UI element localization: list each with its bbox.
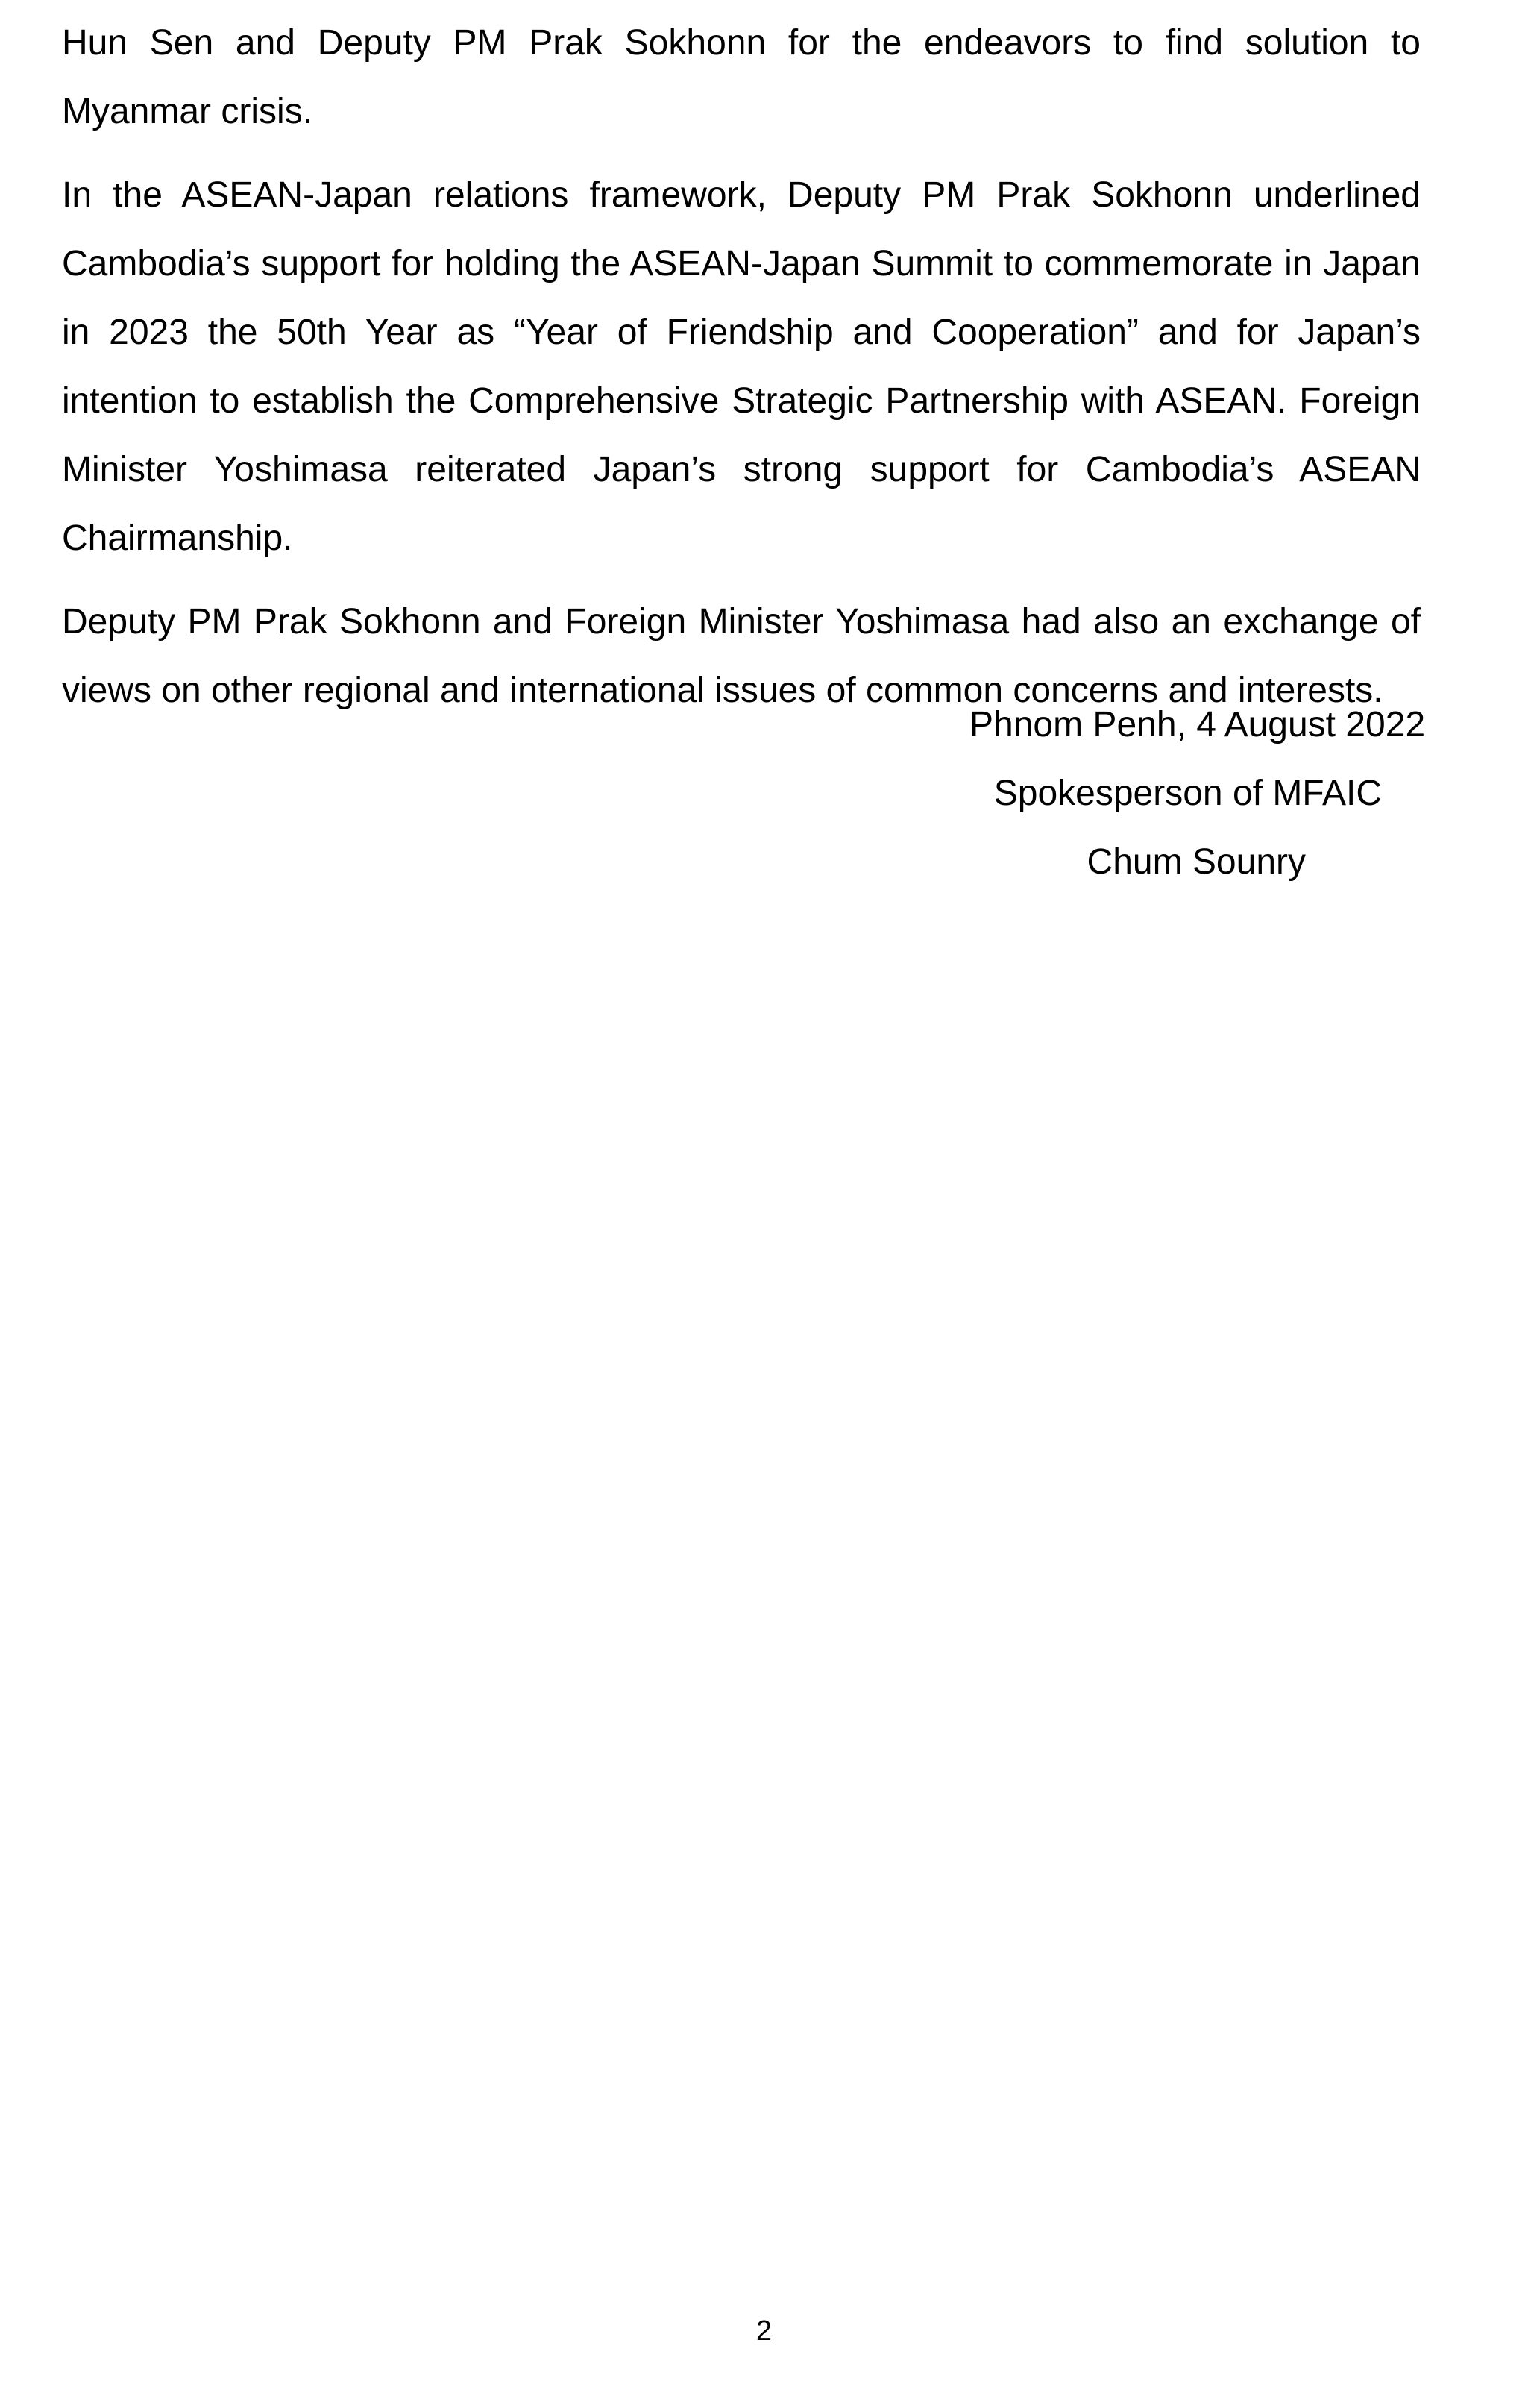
- paragraph-regional-issues: Deputy PM Prak Sokhonn and Foreign Minister Yoshimasa had also an exchange of views on other regional and international issues of common concerns and interests.: [62, 602, 1421, 710]
- place-date: Phnom Penh, 4 August 2022: [969, 705, 1426, 744]
- signatory-title: Spokesperson of MFAIC: [993, 774, 1382, 813]
- signature-block: [969, 691, 1426, 897]
- signatory-name: Chum Sounry: [1087, 842, 1306, 882]
- paragraph-myanmar-crisis: Hun Sen and Deputy PM Prak Sokhonn for the endeavors to find solution to Myanmar crisis.: [62, 23, 1421, 131]
- document-body: [62, 9, 1421, 740]
- paragraph-asean-japan-relations: In the ASEAN-Japan relations framework, Deputy PM Prak Sokhonn underlined Cambodia’s support for holding the ASEAN-Japan Summit to commemorate in Japan in 2023 the 50th Year as “Year of Friendship and Cooperation” and for Japan’s intention to establish the Comprehensive Strategic Partnership with ASEAN. Foreign Minister Yoshimasa reiterated Japan’s strong support for Cambodia’s ASEAN Chairmanship.: [62, 175, 1421, 558]
- page-number: 2: [755, 2315, 773, 2347]
